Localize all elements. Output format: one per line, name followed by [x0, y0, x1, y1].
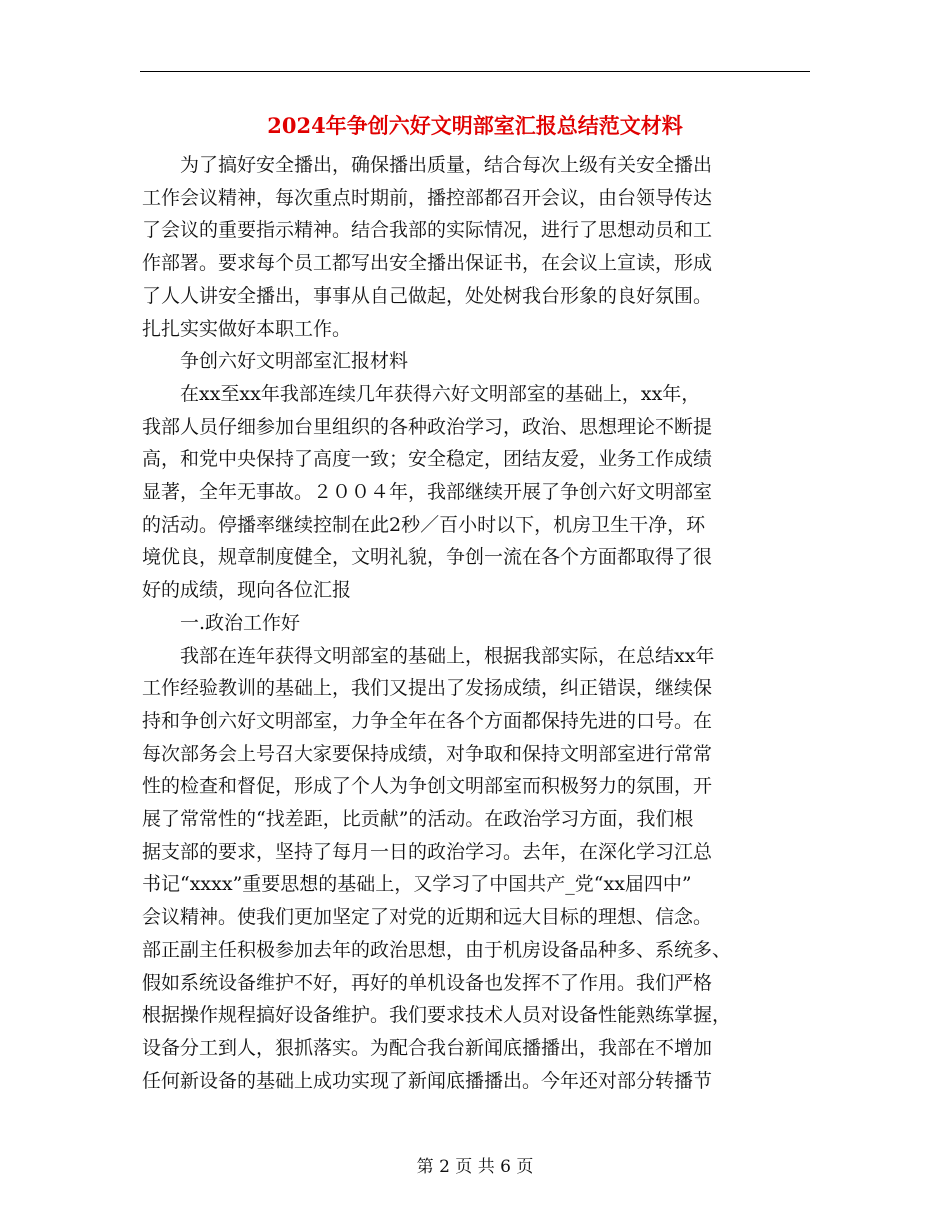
- text-line: 部正副主任积极参加去年的政治思想，由于机房设备品种多、系统多、: [142, 938, 732, 961]
- text-line: 了人人讲安全播出，事事从自己做起，处处树我台形象的良好氛围。: [142, 284, 713, 307]
- header-rule: [140, 71, 810, 72]
- text-line: 扎扎实实做好本职工作。: [142, 317, 352, 340]
- text-line: 工作会议精神，每次重点时期前，播控部都召开会议，由台领导传达: [142, 186, 713, 209]
- section-heading: 争创六好文明部室汇报材料: [180, 350, 409, 373]
- text-line: 根据操作规程搞好设备维护。我们要求技术人员对设备性能熟练掌握，: [142, 1004, 732, 1027]
- text-line: 作部署。要求每个员工都写出安全播出保证书，在会议上宣读，形成: [142, 252, 713, 275]
- text-line: 性的检查和督促，形成了个人为争创文明部室而积极努力的氛围，开: [142, 775, 713, 798]
- text-line: 展了常常性的“找差距，比贡献”的活动。在政治学习方面，我们根: [142, 808, 694, 831]
- text-line: 会议精神。使我们更加坚定了对党的近期和远大目标的理想、信念。: [142, 906, 713, 929]
- text-line: 工作经验教训的基础上，我们又提出了发扬成绩，纠正错误，继续保: [142, 677, 713, 700]
- text-line: 显著，全年无事故。２００４年，我部继续开展了争创六好文明部室: [142, 481, 713, 504]
- text-line: 好的成绩，现向各位汇报: [142, 579, 352, 602]
- page-number: 第 2 页 共 6 页: [416, 1157, 534, 1177]
- text-line: 任何新设备的基础上成功实现了新闻底播播出。今年还对部分转播节: [142, 1069, 713, 1092]
- section-heading: 一.政治工作好: [180, 611, 301, 634]
- text-line: 为了搞好安全播出，确保播出质量，结合每次上级有关安全播出: [180, 154, 713, 176]
- text-line: 高，和党中央保持了高度一致；安全稳定，团结友爱，业务工作成绩: [142, 448, 713, 471]
- text-line: 的活动。停播率继续控制在此2秒／百小时以下，机房卫生干净，环: [142, 513, 706, 536]
- text-line: 我部在连年获得文明部室的基础上，根据我部实际，在总结xx年: [180, 644, 715, 667]
- text-line: 在xx至xx年我部连续几年获得六好文明部室的基础上，xx年，: [180, 382, 701, 405]
- text-line: 境优良，规章制度健全，文明礼貌，争创一流在各个方面都取得了很: [142, 546, 713, 569]
- document-title: 2024年争创六好文明部室汇报总结范文材料: [267, 113, 683, 138]
- text-line: 设备分工到人，狠抓落实。为配合我台新闻底播播出，我部在不增加: [142, 1036, 713, 1059]
- text-line: 据支部的要求，坚持了每月一日的政治学习。去年，在深化学习江总: [142, 840, 713, 863]
- document-body: [142, 149, 810, 1097]
- text-line: 了会议的重要指示精神。结合我部的实际情况，进行了思想动员和工: [142, 219, 713, 242]
- text-line: 假如系统设备维护不好，再好的单机设备也发挥不了作用。我们严格: [142, 971, 713, 994]
- text-line: 持和争创六好文明部室，力争全年在各个方面都保持先进的口号。在: [142, 709, 713, 732]
- text-line: 每次部务会上号召大家要保持成绩，对争取和保持文明部室进行常常: [142, 742, 713, 765]
- text-line: 我部人员仔细参加台里组织的各种政治学习，政治、思想理论不断提: [142, 415, 713, 438]
- text-line: 书记“xxxx”重要思想的基础上，又学习了中国共产_党“xx届四中”: [142, 873, 692, 896]
